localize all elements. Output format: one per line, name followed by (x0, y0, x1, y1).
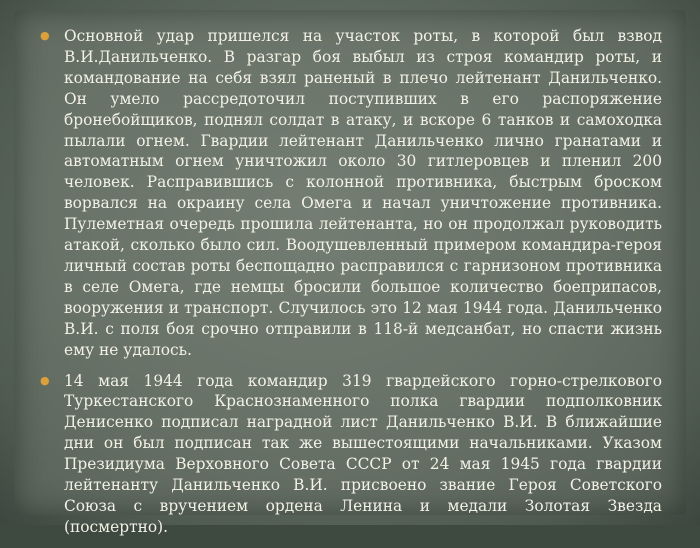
bullet-icon: ● (40, 29, 50, 42)
paragraph-text: Основной удар пришелся на участок роты, в которой был взвод В.И.Данильченко. В разгар боя выбыл из строя командир роты, и командование на себя взял раненый в плечо лейтенант Данильченко. Он умело рассредоточил поступивших в его распоряжение бронебойщиков, поднял солдат в атаку, и вскоре 6 танков и самоходка пылали огнем. Гвардии лейтенант Данильченко лично гранатами и автоматным огнем уничтожил около 30 гитлеровцев и пленил 200 человек. Расправившись с колонной противника, быстрым броском ворвался на окраину села Омега и начал уничтожение противника. Пулеметная очередь прошила лейтенанта, но он продолжал руководить атакой, сколько было сил. Воодушевленный примером командира-героя личный состав роты беспощадно расправился с гарнизоном противника в селе Омега, где немцы бросили большое количество боеприпасов, вооружения и транспорт. Случилось это 12 мая 1944 года. Данильченко В.И. с поля боя срочно отправили в 118-й медсанбат, но спасти жизнь ему не удалось. (64, 27, 662, 359)
bullet-icon: ● (40, 373, 50, 387)
text-body (40, 26, 662, 548)
paragraph-text: 14 мая 1944 года командир 319 гвардейского горно-стрелкового Туркестанского Краснознаменного полка гвардии подполковник Денисенко подписал наградной лист Данильченко В.И. В ближайшие дни он был подписан так же вышестоящими начальниками. Указом Президиума Верховного Совета СССР от 24 мая 1945 года гвардии лейтенанту Данильченко В.И. присвоено звание Героя Советского Союза с вручением ордена Ленина и медали Золотая Звезда (посмертно). (64, 371, 662, 536)
paragraph-1 (40, 26, 662, 361)
paragraph-2 (40, 371, 662, 538)
